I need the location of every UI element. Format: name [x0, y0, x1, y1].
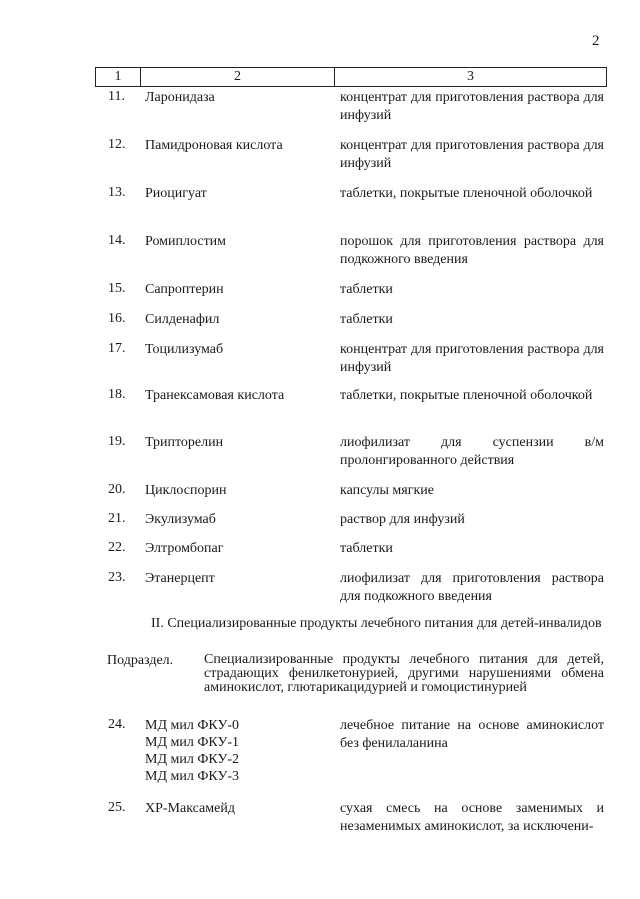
- row-number: 11.: [108, 89, 125, 104]
- row-number: 14.: [108, 233, 126, 248]
- drug-form: раствор для инфузий: [340, 512, 465, 527]
- drug-name: Памидроновая кислота: [145, 138, 283, 153]
- subsection-label: Подраздел.: [107, 653, 174, 668]
- drug-form: таблетки: [340, 541, 393, 556]
- drug-name: Ромиплостим: [145, 234, 227, 249]
- subsection-text: Специализированные продукты лечебного питания для детей, страдающих фенилкетонурией, другими нарушениями обмена аминокислот, глютарикацидурией и гомоцистинурией: [204, 652, 604, 695]
- row-number: 19.: [108, 434, 126, 449]
- row-number: 12.: [108, 137, 126, 152]
- drug-name: Риоцигуат: [145, 186, 207, 201]
- drug-name: МД мил ФКУ-0 МД мил ФКУ-1 МД мил ФКУ-2 МД мил ФКУ-3: [145, 718, 240, 784]
- drug-name: Силденафил: [145, 312, 220, 327]
- table-header: [95, 67, 607, 87]
- row-number: 20.: [108, 482, 126, 497]
- drug-name: Ларонидаза: [145, 90, 215, 105]
- drug-form: концентрат для приготовления раствора для инфузий: [340, 138, 604, 171]
- section-title: II. Специализированные продукты лечебного питания для детей-инвалидов: [151, 616, 602, 631]
- drug-name: Циклоспорин: [145, 483, 227, 498]
- header-col-2: 2: [234, 69, 241, 84]
- drug-form: лиофилизат для суспензии в/м пролонгированного действия: [340, 435, 604, 468]
- row-number: 18.: [108, 387, 126, 402]
- row-number: 21.: [108, 511, 126, 526]
- drug-form: концентрат для приготовления раствора для инфузий: [340, 342, 604, 375]
- row-number: 13.: [108, 185, 126, 200]
- row-number: 15.: [108, 281, 126, 296]
- drug-form: капсулы мягкие: [340, 483, 434, 498]
- drug-name: Экулизумаб: [145, 512, 216, 527]
- drug-form: лиофилизат для приготовления раствора для подкожного введения: [340, 571, 604, 604]
- drug-form: порошок для приготовления раствора для подкожного введения: [340, 234, 604, 267]
- drug-name: Сапроптерин: [145, 282, 224, 297]
- row-number: 17.: [108, 341, 126, 356]
- drug-name: Тоцилизумаб: [145, 342, 224, 357]
- drug-form: таблетки, покрытые пленочной оболочкой: [340, 186, 593, 201]
- drug-form: сухая смесь на основе заменимых и незаменимых аминокислот, за исключени-: [340, 801, 604, 834]
- header-col-1: 1: [114, 69, 122, 84]
- page-number: 2: [592, 33, 600, 49]
- header-col-3: 3: [467, 69, 474, 84]
- drug-name: Элтромбопаг: [145, 541, 224, 556]
- drug-name: ХР-Максамейд: [145, 801, 235, 816]
- drug-form: лечебное питание на основе аминокислот без фенилаланина: [340, 718, 604, 751]
- drug-form: концентрат для приготовления раствора для инфузий: [340, 90, 604, 123]
- row-number: 23.: [108, 570, 126, 585]
- drug-form: таблетки: [340, 282, 393, 297]
- row-number: 25.: [108, 800, 126, 815]
- row-number: 16.: [108, 311, 126, 326]
- drug-name: Трипторелин: [145, 435, 224, 450]
- row-number: 24.: [108, 717, 126, 732]
- row-number: 22.: [108, 540, 126, 555]
- drug-name: Этанерцепт: [145, 571, 215, 586]
- drug-form: таблетки: [340, 312, 393, 327]
- drug-form: таблетки, покрытые пленочной оболочкой: [340, 388, 593, 403]
- drug-name: Транексамовая кислота: [145, 388, 285, 403]
